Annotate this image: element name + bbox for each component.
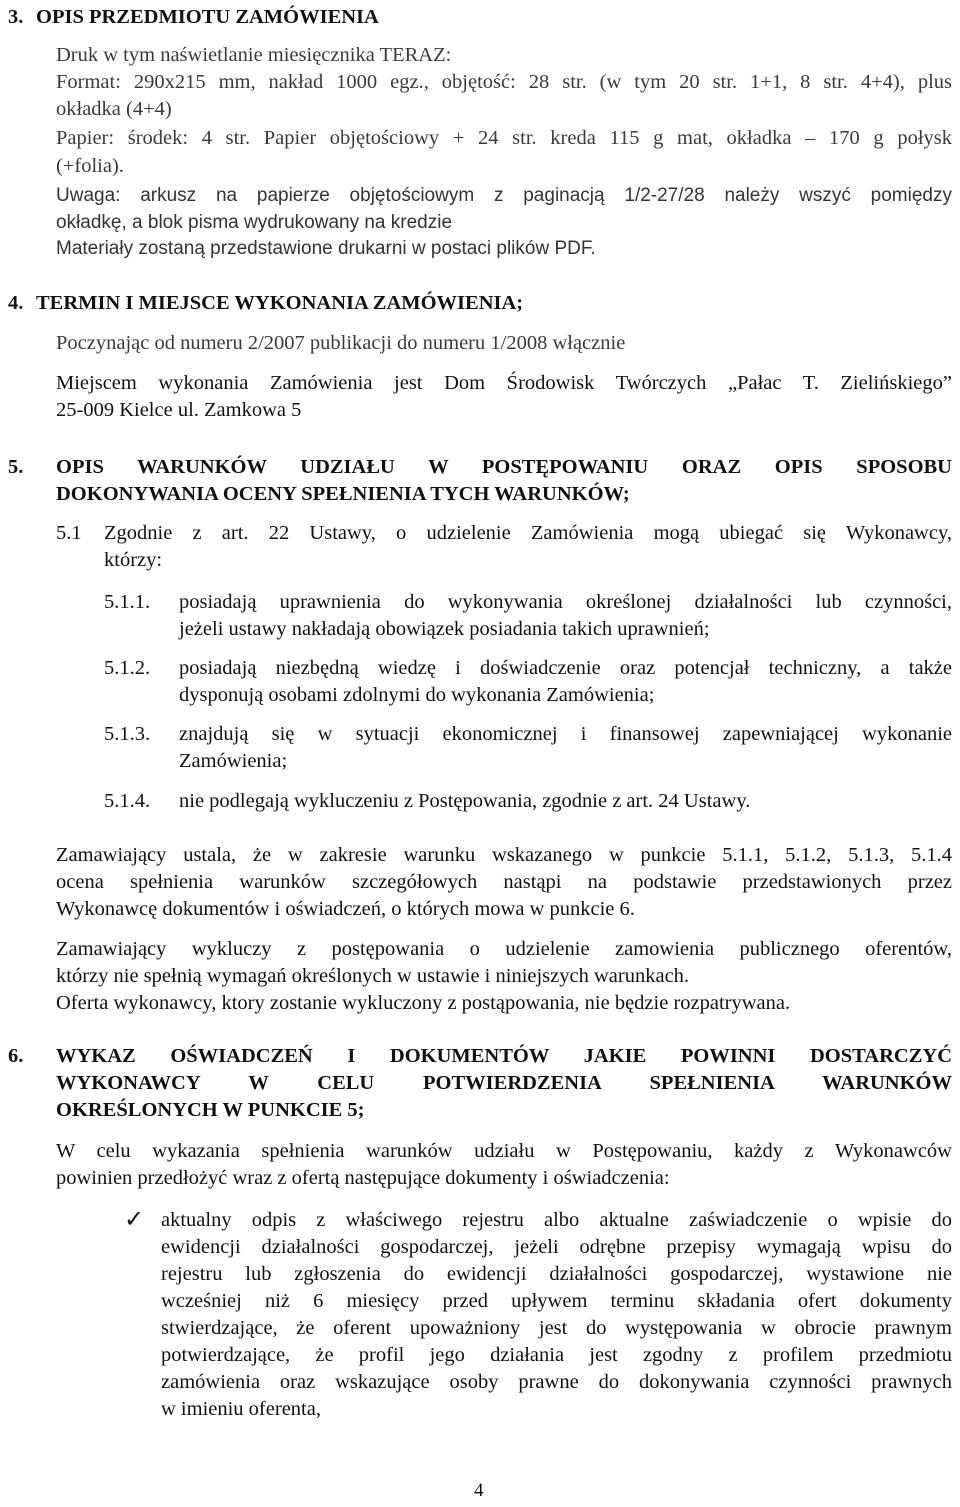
bullet-line-3: rejestru lub zgłoszenia do ewidencji działalności gospodarczej, wystawione nie: [161, 1263, 952, 1285]
page-number: 4: [474, 1480, 484, 1501]
section-4-title: TERMIN I MIEJSCE WYKONANIA ZAMÓWIENIA;: [36, 292, 524, 314]
para2-line-1: Zamawiający wykluczy z postępowania o udzielenie zamowienia publicznego oferentów,: [56, 938, 952, 960]
bullet-line-8: w imieniu oferenta,: [161, 1398, 321, 1420]
item-511-number: 5.1.1.: [104, 591, 151, 613]
para1-line-1: Zamawiający ustala, że w zakresie warunku wskazanego w punkcie 5.1.1, 5.1.2, 5.1.3, 5.1.4: [56, 844, 952, 866]
bullet-line-4: wcześniej niż 6 miesięcy przed upływem terminu składania ofert dokumenty: [161, 1290, 952, 1312]
bullet-line-5: stwierdzające, że oferent upoważniony jest do występowania w obrocie prawnym: [161, 1317, 952, 1339]
para1-line-2: ocena spełnienia warunków szczegółowych nastąpi na podstawie przedstawionych przez: [56, 871, 952, 893]
section-3-title: OPIS PRZEDMIOTU ZAMÓWIENIA: [36, 6, 379, 28]
section-5-number: 5.: [8, 456, 24, 478]
sec4-line-3: 25-009 Kielce ul. Zamkowa 5: [56, 399, 302, 421]
item-512-line-2: dysponują osobami zdolnymi do wykonania Zamówienia;: [179, 684, 655, 706]
item-512-number: 5.1.2.: [104, 657, 151, 679]
para2-line-2: którzy nie spełnią wymagań określonych w ustawie i niniejszych warunkach.: [56, 965, 690, 987]
item-513-number: 5.1.3.: [104, 723, 151, 745]
item-514-number: 5.1.4.: [104, 790, 151, 812]
sec4-line-2: Miejscem wykonania Zamówienia jest Dom Środowisk Twórczych „Pałac T. Zielińskiego”: [56, 372, 952, 394]
sec3-line-1: Druk w tym naświetlanie miesięcznika TERAZ:: [56, 44, 452, 66]
bullet-line-2: ewidencji działalności gospodarczej, jeżeli odrębne przepisy wymagają wpisu do: [161, 1236, 952, 1258]
item-513-line-2: Zamówienia;: [179, 750, 288, 772]
p51-line-2: którzy:: [104, 549, 163, 571]
section-5-title-line-1: OPIS WARUNKÓW UDZIAŁU W POSTĘPOWANIU ORAZ OPIS SPOSOBU: [56, 456, 952, 478]
para1-line-3: Wykonawcę dokumentów i oświadczeń, o których mowa w punkcie 6.: [56, 898, 635, 920]
sec3-line-3: okładka (4+4): [56, 98, 172, 120]
bullet-line-1: aktualny odpis z właściwego rejestru albo aktualne zaświadczenie o wpisie do: [161, 1209, 952, 1231]
section-6-title-line-2: WYKONAWCY W CELU POTWIERDZENIA SPEŁNIENIA WARUNKÓW: [56, 1072, 952, 1094]
item-512-line-1: posiadają niezbędną wiedzę i doświadczenie oraz potencjał techniczny, a także: [179, 657, 952, 679]
section-4-number: 4.: [8, 292, 24, 314]
section-5-title-line-2: DOKONYWANIA OCENY SPEŁNIENIA TYCH WARUNKÓW;: [56, 483, 630, 505]
sec3-line-2: Format: 290x215 mm, nakład 1000 egz., objętość: 28 str. (w tym 20 str. 1+1, 8 str. 4+4), plus: [56, 71, 952, 93]
bullet-line-6: potwierdzające, że profil jego działania jest zgodny z profilem przedmiotu: [161, 1344, 952, 1366]
section-6-title-line-3: OKREŚLONYCH W PUNKCIE 5;: [56, 1099, 365, 1121]
item-511-line-1: posiadają uprawnienia do wykonywania określonej działalności lub czynności,: [179, 591, 952, 613]
para2-line-3: Oferta wykonawcy, ktory zostanie wykluczony z postąpowania, nie będzie rozpatrywana.: [56, 992, 791, 1014]
item-514-line-1: nie podlegają wykluczeniu z Postępowania, zgodnie z art. 24 Ustawy.: [179, 790, 751, 812]
sec4-line-1: Poczynając od numeru 2/2007 publikacji do numeru 1/2008 włącznie: [56, 332, 626, 354]
sec6-intro-line-2: powinien przedłożyć wraz z ofertą następujące dokumenty i oświadczenia:: [56, 1167, 670, 1189]
sec3-line-8: Materiały zostaną przedstawione drukarni w postaci plików PDF.: [56, 238, 596, 259]
p51-line-1: Zgodnie z art. 22 Ustawy, o udzielenie Zamówienia mogą ubiegać się Wykonawcy,: [104, 522, 952, 544]
sec3-line-4: Papier: środek: 4 str. Papier objętościowy + 24 str. kreda 115 g mat, okładka – 170 g połysk: [56, 127, 952, 149]
sec3-line-5: (+folia).: [56, 155, 124, 177]
item-511-line-2: jeżeli ustawy nakładają obowiązek posiadania takich uprawnień;: [179, 618, 710, 640]
item-513-line-1: znajdują się w sytuacji ekonomicznej i finansowej zapewniającej wykonanie: [179, 723, 952, 745]
bullet-line-7: zamówienia oraz wskazujące osoby prawne do dokonywania czynności prawnych: [161, 1371, 952, 1393]
sec3-line-6: Uwaga: arkusz na papierze objętościowym z paginacją 1/2-27/28 należy wszyć pomiędzy: [56, 185, 952, 206]
section-3-number: 3.: [8, 6, 24, 28]
checkmark-icon: ✓: [124, 1207, 145, 1233]
sec6-intro-line-1: W celu wykazania spełnienia warunków udziału w Postępowaniu, każdy z Wykonawców: [56, 1140, 952, 1162]
section-6-title-line-1: WYKAZ OŚWIADCZEŃ I DOKUMENTÓW JAKIE POWINNI DOSTARCZYĆ: [56, 1045, 952, 1067]
section-6-number: 6.: [8, 1045, 24, 1067]
p51-number: 5.1: [56, 522, 82, 544]
sec3-line-7: okładkę, a blok pisma wydrukowany na kredzie: [56, 212, 453, 233]
